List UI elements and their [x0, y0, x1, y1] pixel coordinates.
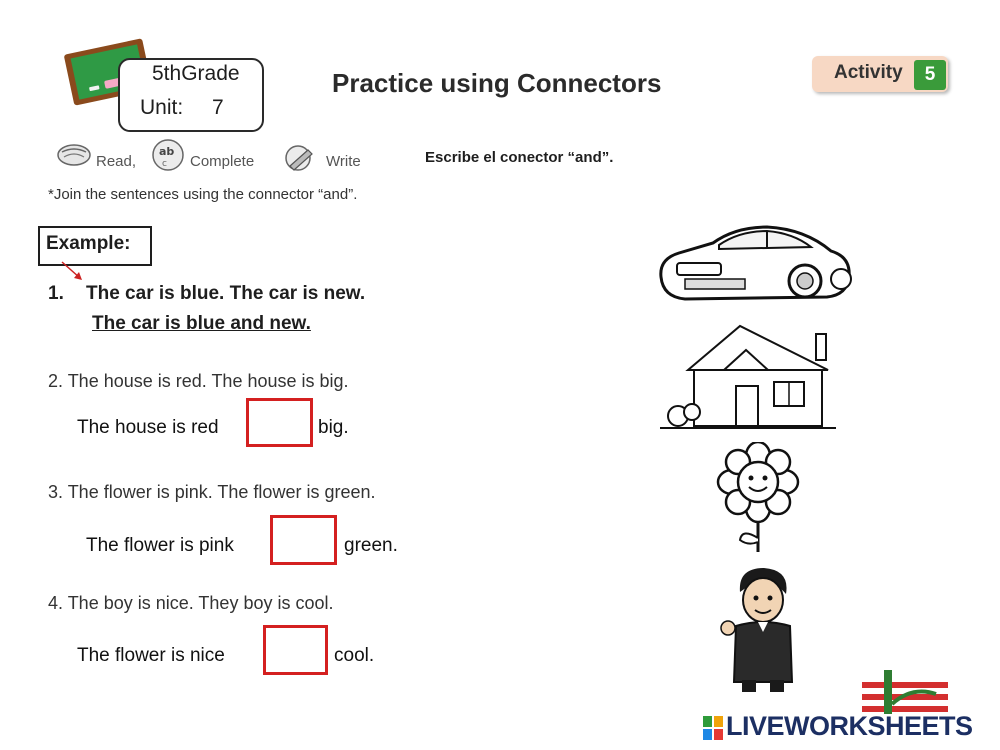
exercise-prompt: 2. The house is red. The house is big.: [48, 371, 349, 391]
answer-input[interactable]: [246, 398, 313, 447]
grade-label: 5thGrade: [152, 62, 240, 85]
answer-text-after: big.: [318, 417, 349, 438]
activity-number: 5: [914, 60, 946, 90]
answer-text-after: green.: [344, 535, 398, 556]
write-label: Write: [326, 153, 361, 170]
unit-label: Unit:: [140, 96, 184, 119]
pencil-icon: [284, 144, 318, 172]
read-label: Read,: [96, 153, 137, 170]
car-icon: [655, 215, 855, 305]
spanish-instruction: Escribe el conector “and”.: [425, 149, 614, 166]
ingles-logo: [862, 670, 948, 716]
exercise-prompt: 3. The flower is pink. The flower is green.: [48, 482, 376, 502]
answer-text-after: cool.: [334, 645, 375, 666]
exercise-prompt: 4. The boy is nice. They boy is cool.: [48, 593, 334, 613]
complete-label: Complete: [190, 153, 255, 170]
svg-text:ab: ab: [159, 145, 175, 158]
house-icon: [658, 322, 838, 432]
example-label: Example:: [46, 233, 131, 254]
page-title: Practice using Connectors: [332, 68, 662, 98]
answer-text-before: The flower is pink: [86, 535, 234, 556]
liveworksheets-icon: [703, 716, 723, 740]
abc-icon: [150, 138, 186, 172]
watermark-text: LIVEWORKSHEETS: [726, 711, 973, 741]
activity-label: Activity: [834, 62, 903, 83]
svg-text:c: c: [162, 159, 167, 169]
flower-icon: [708, 442, 808, 554]
example-number: 1.: [48, 283, 64, 304]
arrow-icon: [58, 260, 88, 284]
english-instruction: *Join the sentences using the connector “and”.: [48, 186, 358, 203]
unit-number: 7: [212, 96, 224, 119]
example-answer: The car is blue and new.: [92, 313, 311, 334]
boy-icon: [718, 562, 808, 694]
answer-input[interactable]: [263, 625, 328, 675]
example-sentence: The car is blue. The car is new.: [86, 283, 366, 304]
answer-text-before: The flower is nice: [77, 645, 225, 666]
answer-input[interactable]: [270, 515, 337, 565]
answer-text-before: The house is red: [77, 417, 219, 438]
book-icon: [56, 142, 92, 168]
